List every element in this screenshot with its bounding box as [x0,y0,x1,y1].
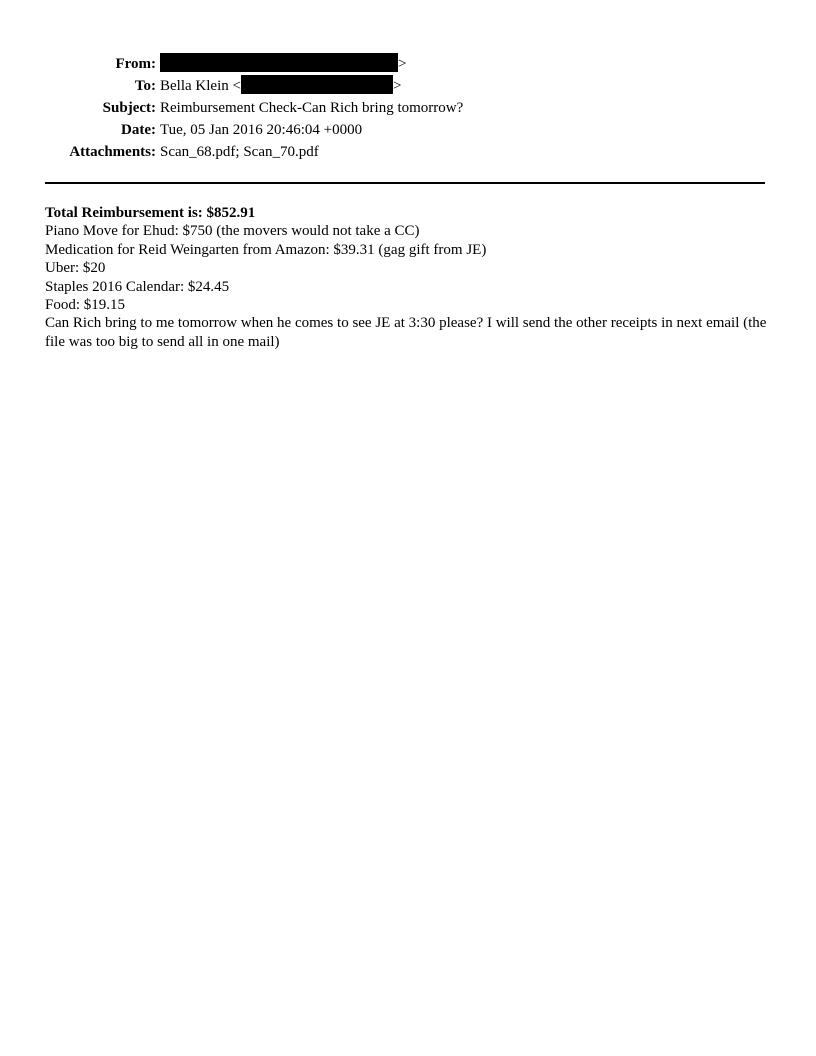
header-divider [45,182,765,184]
total-line: Total Reimbursement is: $852.91 [45,205,256,221]
subject-value: Reimbursement Check-Can Rich bring tomorrow? [160,100,464,116]
body-line: Staples 2016 Calendar: $24.45 [45,278,230,295]
attachments-value: Scan_68.pdf; Scan_70.pdf [160,144,319,160]
to-suffix: > [392,78,402,94]
body-line: Medication for Reid Weingarten from Amazon: $39.31 (gag gift from JE) [45,241,487,258]
attachments-row [0,141,463,163]
from-row [0,53,463,75]
subject-label: Subject: [102,100,156,116]
redaction-box [160,53,398,72]
email-header [0,53,463,163]
from-label: From: [115,56,156,72]
to-row [0,75,463,97]
from-suffix: > [398,56,407,72]
body-line: Uber: $20 [45,260,106,277]
to-label: To: [134,78,156,94]
to-name: Bella Klein < [160,78,241,94]
redaction-box [241,75,393,94]
date-value: Tue, 05 Jan 2016 20:46:04 +0000 [160,122,363,138]
body-line: Piano Move for Ehud: $750 (the movers would not take a CC) [45,223,420,240]
subject-row [0,97,463,119]
attachments-label: Attachments: [69,144,156,160]
date-label: Date: [121,122,156,138]
email-body [45,204,770,351]
date-row [0,119,463,141]
body-line: Food: $19.15 [45,297,126,314]
body-line: Can Rich bring to me tomorrow when he comes to see JE at 3:30 please? I will send the other receipts in next email (the file was too big to send all in one mail) [45,315,767,350]
